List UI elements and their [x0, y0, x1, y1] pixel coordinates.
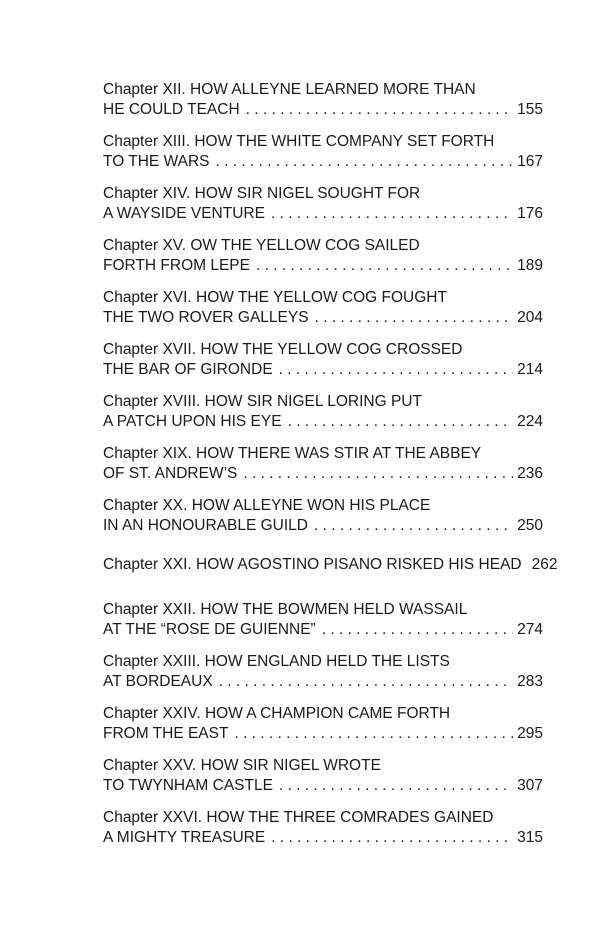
toc-entry-title-line: A MIGHTY TREASURE — [103, 829, 266, 846]
toc-entry-page-number: 214 — [517, 361, 543, 378]
toc-entry-title-line: THE TWO ROVER GALLEYS — [103, 309, 309, 326]
toc-entry-page-number: 315 — [517, 829, 543, 846]
toc-entry-title-line: Chapter XVIII. HOW SIR NIGEL LORING PUT — [103, 393, 422, 410]
dot-leader — [219, 672, 513, 692]
dot-leader — [322, 620, 513, 640]
dot-leader — [271, 828, 513, 848]
dot-leader — [315, 308, 514, 328]
dot-leader — [246, 100, 513, 120]
toc-entry-title-line: Chapter XXIII. HOW ENGLAND HELD THE LISTS — [103, 653, 450, 670]
toc-entry-title-line: TO THE WARS — [103, 153, 210, 170]
toc-entry-chapter-xii[interactable] — [103, 77, 543, 129]
toc-entry-title-line: Chapter XIX. HOW THERE WAS STIR AT THE ABBEY — [103, 445, 482, 462]
dot-leader — [271, 204, 513, 224]
toc-entry-page-number: 262 — [531, 556, 558, 573]
toc-entry-title-line: Chapter XXIV. HOW A CHAMPION CAME FORTH — [103, 705, 451, 722]
toc-entry-page-number: 283 — [517, 673, 543, 690]
toc-entry-title-line: Chapter XXI. HOW AGOSTINO PISANO RISKED HIS HEAD — [103, 556, 522, 573]
toc-entry-page-number: 155 — [517, 101, 543, 118]
toc-entry-chapter-xxii[interactable] — [103, 597, 543, 649]
dot-leader — [279, 776, 513, 796]
toc-entry-chapter-xviii[interactable] — [103, 389, 543, 441]
toc-entry-title-line: TO TWYNHAM CASTLE — [103, 777, 273, 794]
toc-entry-chapter-xix[interactable] — [103, 441, 543, 493]
toc-entry-page-number: 250 — [517, 517, 543, 534]
toc-entry-title-line: Chapter XXII. HOW THE BOWMEN HELD WASSAIL — [103, 601, 468, 618]
toc-entry-page-number: 295 — [517, 725, 543, 742]
toc-entry-chapter-xv[interactable] — [103, 233, 543, 285]
toc-entry-title-line: HE COULD TEACH — [103, 101, 240, 118]
toc-entry-title-line: Chapter XIV. HOW SIR NIGEL SOUGHT FOR — [103, 185, 421, 202]
toc-entry-page-number: 167 — [517, 153, 543, 170]
toc-entry-title-line: AT THE “ROSE DE GUIENNE” — [103, 621, 316, 638]
dot-leader — [314, 516, 513, 536]
toc-entry-chapter-xxi[interactable] — [103, 545, 558, 576]
toc-entry-chapter-xxiii[interactable] — [103, 649, 543, 701]
toc-entry-chapter-xxv[interactable] — [103, 753, 543, 805]
toc-entry-page-number: 204 — [517, 309, 543, 326]
toc-entry-title-line: A WAYSIDE VENTURE — [103, 205, 265, 222]
toc-entry-title-line: THE BAR OF GIRONDE — [103, 361, 273, 378]
toc-entry-chapter-xvi[interactable] — [103, 285, 543, 337]
toc-entry-page-number: 189 — [517, 257, 543, 274]
toc-entry-page-number: 274 — [517, 621, 543, 638]
toc-entry-chapter-xxvi[interactable] — [103, 805, 543, 857]
toc-entry-title-line: Chapter XVI. HOW THE YELLOW COG FOUGHT — [103, 289, 447, 306]
toc-entry-page-number: 224 — [517, 413, 543, 430]
toc-entry-title-line: FORTH FROM LEPE — [103, 257, 250, 274]
toc-entry-chapter-xx[interactable] — [103, 493, 543, 545]
toc-entry-chapter-xvii[interactable] — [103, 337, 543, 389]
toc-entry-chapter-xiv[interactable] — [103, 181, 543, 233]
dot-leader — [279, 360, 513, 380]
dot-leader — [216, 152, 514, 172]
toc-entry-title-line: Chapter XVII. HOW THE YELLOW COG CROSSED — [103, 341, 463, 358]
toc-entry-title-line: Chapter XII. HOW ALLEYNE LEARNED MORE THAN — [103, 81, 476, 98]
toc-entry-title-line: Chapter XV. OW THE YELLOW COG SAILED — [103, 237, 420, 254]
toc-entry-title-line: Chapter XX. HOW ALLEYNE WON HIS PLACE — [103, 497, 431, 514]
toc-entry-chapter-xxiv[interactable] — [103, 701, 543, 753]
dot-leader — [234, 724, 513, 744]
toc-entry-page-number: 176 — [517, 205, 543, 222]
table-of-contents — [103, 77, 558, 857]
toc-entry-page-number: 236 — [517, 465, 543, 482]
toc-entry-title-line: OF ST. ANDREW’S — [103, 465, 238, 482]
toc-entry-title-line: FROM THE EAST — [103, 725, 229, 742]
toc-entry-title-line: AT BORDEAUX — [103, 673, 213, 690]
toc-entry-title-line: IN AN HONOURABLE GUILD — [103, 517, 308, 534]
dot-leader — [288, 412, 514, 432]
toc-entry-title-line: Chapter XXV. HOW SIR NIGEL WROTE — [103, 757, 381, 774]
toc-entry-title-line: Chapter XXVI. HOW THE THREE COMRADES GAINED — [103, 809, 494, 826]
toc-entry-page-number: 307 — [517, 777, 543, 794]
dot-leader — [256, 256, 513, 276]
toc-entry-title-line: Chapter XIII. HOW THE WHITE COMPANY SET FORTH — [103, 133, 495, 150]
toc-entry-chapter-xiii[interactable] — [103, 129, 543, 181]
dot-leader — [243, 464, 513, 484]
toc-entry-title-line: A PATCH UPON HIS EYE — [103, 413, 282, 430]
